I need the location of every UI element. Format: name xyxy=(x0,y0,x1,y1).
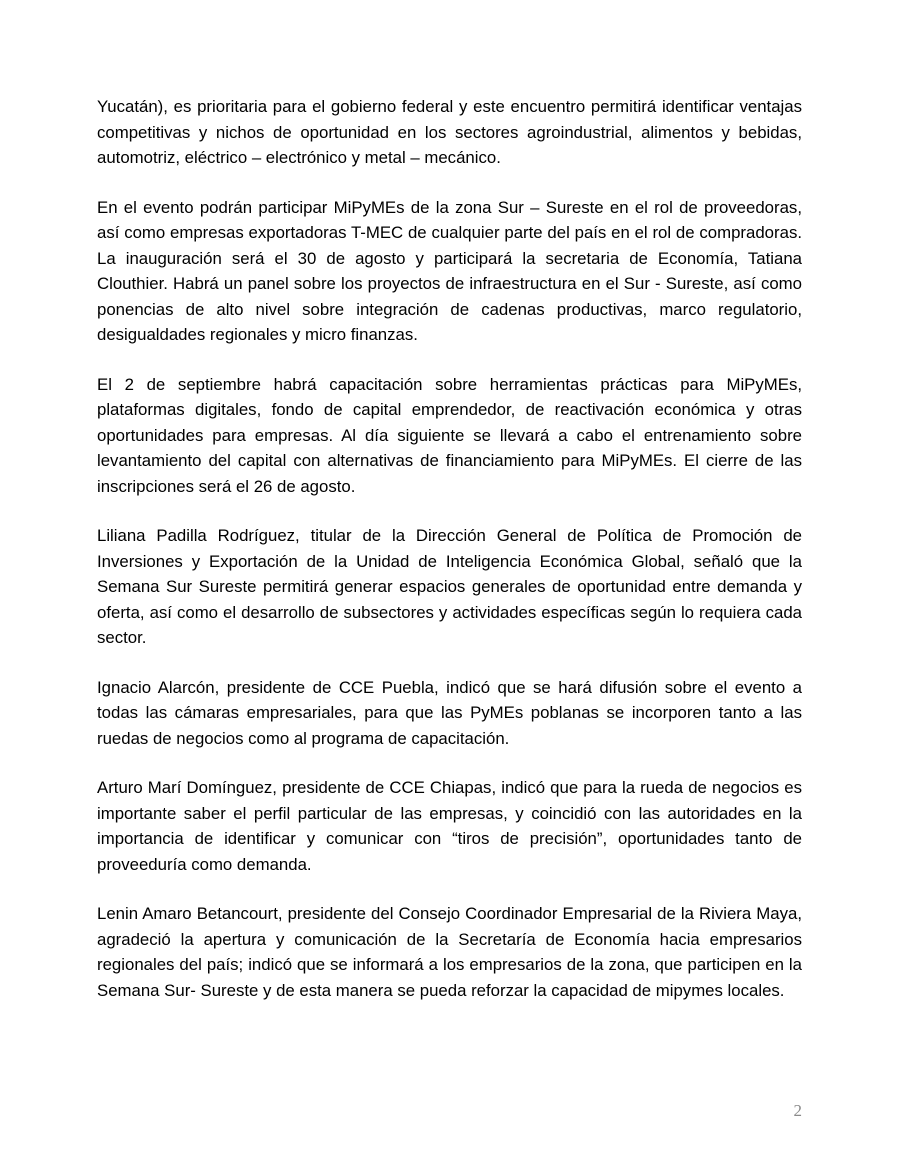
paragraph-4: Liliana Padilla Rodríguez, titular de la Dirección General de Política de Promoción de Inversiones y Exportación de la Unidad de Inteligencia Económica Global, señaló que la Semana Sur Sureste permitirá generar espacios generales de oportunidad entre demanda y oferta, así como el desarrollo de subsectores y actividades específicas según lo requiera cada sector. xyxy=(97,526,802,647)
page-number: 2 xyxy=(793,1101,802,1120)
paragraph-1: Yucatán), es prioritaria para el gobierno federal y este encuentro permitirá identificar ventajas competitivas y nichos de oportunidad en los sectores agroindustrial, alimentos y bebidas, automotriz, eléctrico – electrónico y metal – mecánico. xyxy=(97,97,802,167)
paragraph-2: En el evento podrán participar MiPyMEs de la zona Sur – Sureste en el rol de proveedoras, así como empresas exportadoras T-MEC de cualquier parte del país en el rol de compradoras. La inauguración será el 30 de agosto y participará la secretaria de Economía, Tatiana Clouthier. Habrá un panel sobre los proyectos de infraestructura en el Sur - Sureste, así como ponencias de alto nivel sobre integración de cadenas productivas, marco regulatorio, desigualdades regionales y micro finanzas. xyxy=(97,197,802,344)
document-body xyxy=(97,94,802,1027)
paragraph-5: Ignacio Alarcón, presidente de CCE Puebla, indicó que se hará difusión sobre el evento a todas las cámaras empresariales, para que las PyMEs poblanas se incorporen tanto a las ruedas de negocios como al programa de capacitación. xyxy=(97,677,802,748)
paragraph-6: Arturo Marí Domínguez, presidente de CCE Chiapas, indicó que para la rueda de negocios es importante saber el perfil particular de las empresas, y coincidió con las autoridades en la importancia de identificar y comunicar con “tiros de precisión”, oportunidades tanto de proveeduría como demanda. xyxy=(97,778,802,874)
paragraph-3: El 2 de septiembre habrá capacitación sobre herramientas prácticas para MiPyMEs, plataformas digitales, fondo de capital emprendedor, de reactivación económica y otras oportunidades para empresas. Al día siguiente se llevará a cabo el entrenamiento sobre levantamiento del capital con alternativas de financiamiento para MiPyMEs. El cierre de las inscripciones será el 26 de agosto. xyxy=(97,374,802,496)
paragraph-7: Lenin Amaro Betancourt, presidente del Consejo Coordinador Empresarial de la Riviera Maya, agradeció la apertura y comunicación de la Secretaría de Economía hacia empresarios regionales del país; indicó que se informará a los empresarios de la zona, que participen en la Semana Sur- Sureste y de esta manera se pueda reforzar la capacidad de mipymes locales. xyxy=(97,904,802,1000)
